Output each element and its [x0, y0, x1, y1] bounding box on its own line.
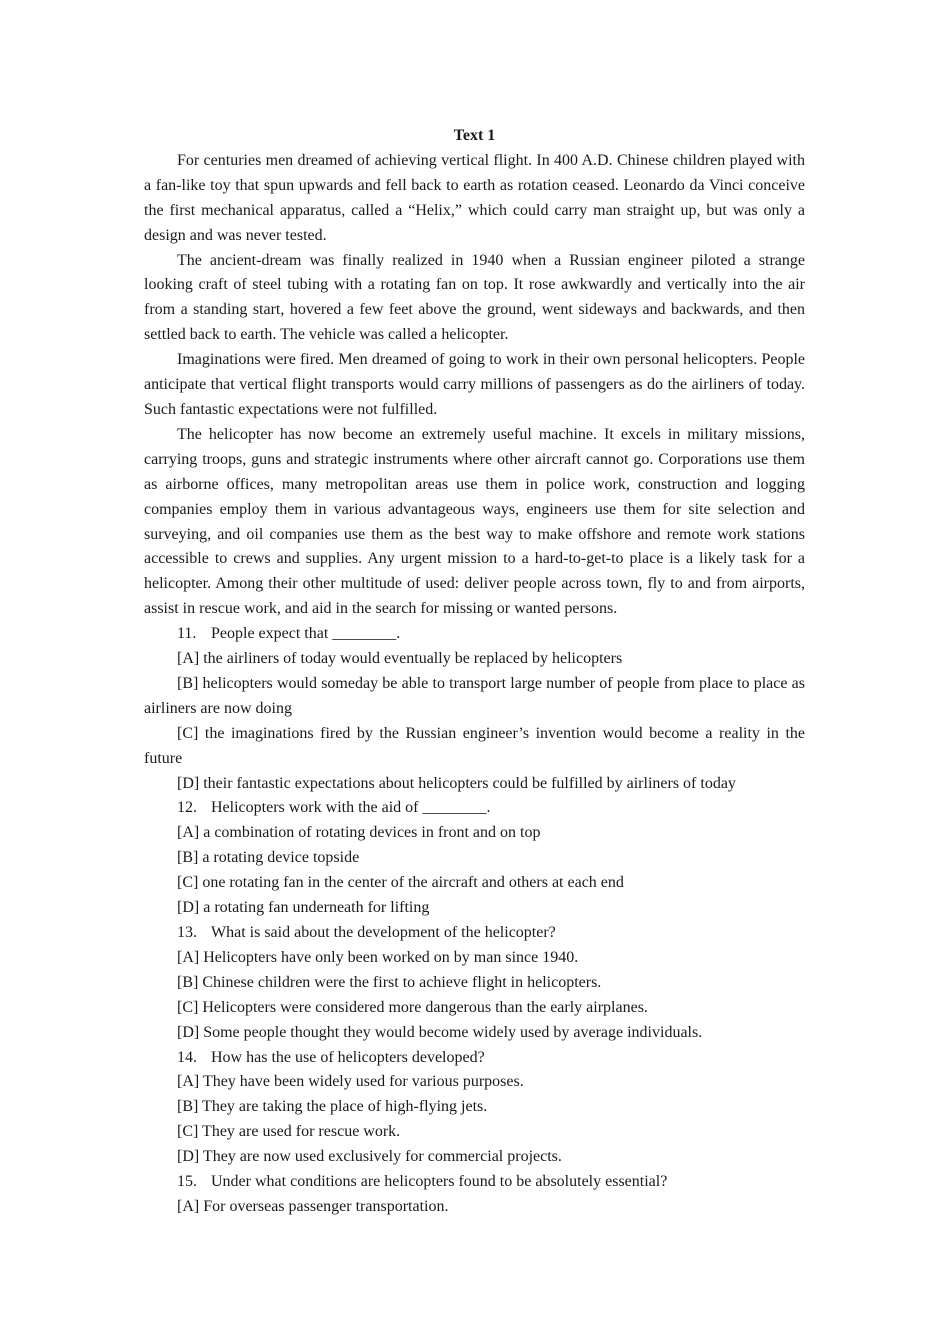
answer-option: [A] Helicopters have only been worked on by man since 1940.: [177, 948, 579, 966]
passage-paragraph: The helicopter has now become an extremely useful machine. It excels in military missions, carrying troops, guns and strategic instruments where other aircraft cannot go. Corporations use them as airborne offices, many metropolitan areas use them in police work, construction and logging companies employ them in various advantageous ways, engineers use them for site selection and surveying, and oil companies use them as the best way to make offshore and remote work stations accessible to crews and supplies. Any urgent mission to a hard-to-get-to place is a likely task for a helicopter. Among their other multitude of used: deliver people across town, fly to and from airports, assist in rescue work, and aid in the search for missing or wanted persons.: [144, 425, 805, 618]
question-15: [144, 1170, 805, 1220]
answer-option: [C] one rotating fan in the center of the aircraft and others at each end: [177, 874, 624, 892]
question-stem: [144, 1170, 805, 1195]
question-text: Helicopters work with the aid of ________.: [211, 799, 491, 817]
question-number: 12.: [177, 799, 197, 817]
answer-option: [C] Helicopters were considered more dangerous than the early airplanes.: [177, 998, 648, 1016]
question-number: 15.: [177, 1173, 197, 1191]
question-text: How has the use of helicopters developed?: [211, 1048, 485, 1066]
question-stem: [144, 622, 805, 647]
answer-option: [D] their fantastic expectations about helicopters could be fulfilled by airliners of today: [177, 774, 736, 792]
answer-option: [A] a combination of rotating devices in front and on top: [177, 824, 541, 842]
question-13: [144, 921, 805, 1046]
answer-option: [A] They have been widely used for various purposes.: [177, 1073, 524, 1091]
question-14: [144, 1046, 805, 1171]
answer-option: [B] Chinese children were the first to achieve flight in helicopters.: [177, 973, 602, 991]
question-12: [144, 796, 805, 921]
document-page: [144, 124, 805, 1220]
question-stem: [144, 796, 805, 821]
question-11: [144, 622, 805, 796]
question-number: 14.: [177, 1048, 197, 1066]
answer-option: [B] They are taking the place of high-flying jets.: [177, 1098, 488, 1116]
passage-paragraph: Imaginations were fired. Men dreamed of going to work in their own personal helicopters. People anticipate that vertical flight transports would carry millions of passengers as do the airliners of today. Such fantastic expectations were not fulfilled.: [144, 351, 805, 418]
answer-option: [D] Some people thought they would become widely used by average individuals.: [177, 1023, 703, 1041]
answer-option: [A] For overseas passenger transportation.: [177, 1197, 449, 1215]
question-number: 13.: [177, 924, 197, 941]
question-stem: [144, 921, 805, 946]
answer-option: [B] helicopters would someday be able to transport large number of people from place to place as airliners are now doing: [144, 674, 805, 717]
passage-paragraph: For centuries men dreamed of achieving vertical flight. In 400 A.D. Chinese children played with a fan-like toy that spun upwards and fell back to earth as rotation ceased. Leonardo da Vinci conceive the first mechanical apparatus, called a “Helix,” which could carry man straight up, but was only a design and was never tested.: [144, 151, 805, 244]
question-text: What is said about the development of the helicopter?: [211, 924, 556, 941]
question-text: People expect that ________.: [211, 625, 401, 643]
answer-option: [D] a rotating fan underneath for lifting: [177, 899, 430, 917]
answer-option: [D] They are now used exclusively for commercial projects.: [177, 1148, 562, 1166]
question-text: Under what conditions are helicopters found to be absolutely essential?: [211, 1173, 668, 1191]
question-stem: [144, 1046, 805, 1071]
answer-option: [C] the imaginations fired by the Russian engineer’s invention would become a reality in the future: [144, 724, 805, 767]
answer-option: [C] They are used for rescue work.: [177, 1123, 401, 1141]
document-title: Text 1: [453, 127, 496, 144]
answer-option: [A] the airliners of today would eventually be replaced by helicopters: [177, 650, 623, 668]
passage-paragraph: The ancient-dream was finally realized in 1940 when a Russian engineer piloted a strange looking craft of steel tubing with a rotating fan on top. It rose awkwardly and vertically into the air from a standing start, hovered a few feet above the ground, went sideways and backwards, and then settled back to earth. The vehicle was called a helicopter.: [144, 251, 805, 344]
question-number: 11.: [177, 625, 197, 643]
answer-option: [B] a rotating device topside: [177, 849, 360, 867]
